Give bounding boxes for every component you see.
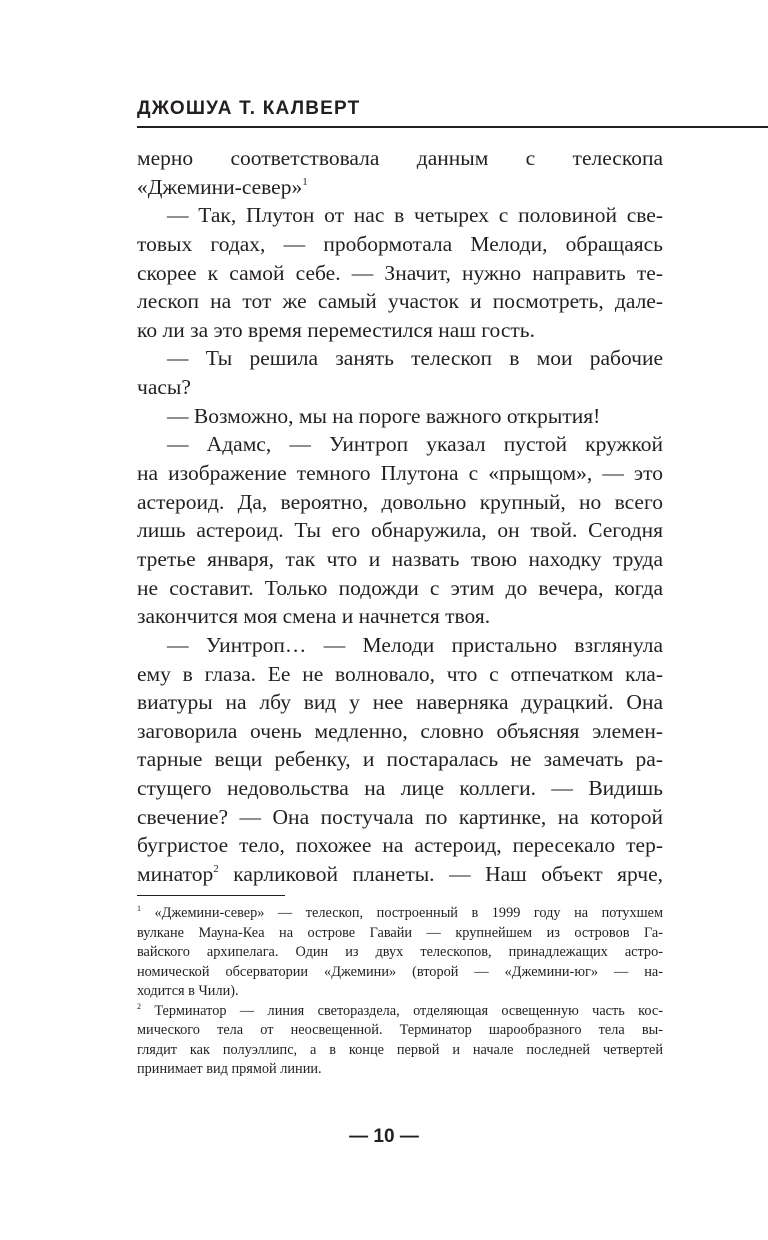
body-line-text: лишь астероид. Ты его обнаружила, он твой. Сегодня (137, 518, 663, 543)
footnote-line (137, 1021, 663, 1041)
body-line (137, 602, 663, 631)
footnote-ref: 1 (302, 175, 308, 188)
body-line-text: свечение? — Она постучала по картинке, на которой (137, 804, 663, 829)
body-line (137, 860, 663, 889)
body-line-text: тарные вещи ребенку, и постаралась не замечать ра- (137, 747, 663, 772)
body-line-text: часы? (137, 375, 191, 400)
body-line (137, 459, 663, 488)
body-line-text: на изображение темного Плутона с «прыщом», — это (137, 461, 663, 486)
footnote-line-text: Терминатор — линия светораздела, отделяющая освещенную часть кос- (141, 1002, 663, 1019)
footnote-line (137, 963, 663, 983)
footnote-line-text: принимает вид прямой линии. (137, 1061, 322, 1077)
body-line (137, 488, 663, 517)
body-line (137, 574, 663, 603)
body-line-text: не составит. Только подожди с этим до вечера, когда (137, 575, 663, 600)
footnote-line (137, 1041, 663, 1061)
footnotes (137, 904, 663, 1080)
body-line-text: — Уинтроп… — Мелоди пристально взглянула (167, 632, 663, 657)
body-line (137, 402, 663, 431)
footnote-line-text: глядит как полуэллипс, а в конце первой и начале последней четвертей (137, 1041, 663, 1058)
footnote-line-text: номической обсерватории «Джемини» (второй — «Джемини-юг» — на- (137, 963, 663, 980)
body-line (137, 144, 663, 173)
body-line (137, 516, 663, 545)
body-line (137, 201, 663, 230)
body-line (137, 545, 663, 574)
footnote-line-text: ходится в Чили). (137, 983, 239, 999)
footnote-number: 1 (137, 904, 141, 913)
body-line-text: мерно соответствовала данным с телескопа (137, 146, 663, 170)
body-line-text: товых годах, — пробормотала Мелоди, обращаясь (137, 231, 663, 256)
body-line (137, 688, 663, 717)
body-line (137, 774, 663, 803)
body-line (137, 259, 663, 288)
running-head: ДЖОШУА Т. КАЛВЕРТ (137, 98, 361, 119)
body-line-text: — Адамс, — Уинтроп указал пустой кружкой (167, 432, 663, 457)
body-line (137, 373, 663, 402)
body-line (137, 287, 663, 316)
footnote-ref: 2 (213, 863, 219, 876)
body-text (137, 144, 663, 889)
body-line (137, 173, 663, 202)
footnote-line (137, 982, 663, 1002)
body-line (137, 831, 663, 860)
footnote-number: 2 (137, 1001, 141, 1011)
body-line-text: закончится моя смена и начнется твоя. (137, 604, 491, 629)
body-line (137, 660, 663, 689)
footnote-line (137, 924, 663, 944)
body-line (137, 316, 663, 345)
body-line (137, 344, 663, 373)
body-line-text: ко ли за это время переместился наш гость. (137, 317, 535, 342)
footnote-line-text: мического тела от неосвещенной. Терминатор шарообразного тела вы- (137, 1022, 663, 1038)
body-line-text: третье января, так что и назвать твою находку труда (137, 546, 663, 571)
body-line-text: ему в глаза. Ее не волновало, что с отпечатком кла- (137, 661, 663, 686)
footnote-line-text: «Джемини-север» — телескоп, построенный в 1999 году на потухшем (141, 905, 663, 921)
body-line-text: стущего недовольства на лице коллеги. — Видишь (137, 776, 663, 801)
body-line (137, 803, 663, 832)
footnote-line (137, 1002, 663, 1022)
body-line-text: минатор (137, 862, 214, 887)
footnote-line (137, 1060, 663, 1080)
footnote-line (137, 904, 663, 924)
body-line (137, 717, 663, 746)
footnote-line (137, 943, 663, 963)
page-number: — 10 — (349, 1126, 419, 1147)
body-line-text: астероид. Да, вероятно, довольно крупный, но всего (137, 489, 663, 514)
header-rule (137, 126, 768, 128)
body-line-text: виатуры на лбу вид у нее наверняка дурацкий. Она (137, 690, 663, 715)
footnote-line-text: вайского архипелага. Один из двух телескопов, принадлежащих астро- (137, 944, 663, 960)
body-line (137, 230, 663, 259)
body-line (137, 745, 663, 774)
body-line-text-after: карликовой планеты. — Наш объект ярче, (218, 862, 663, 887)
body-line-text: лескоп на тот же самый участок и посмотреть, дале- (137, 289, 663, 314)
body-line-text: заговорила очень медленно, словно объясняя элемен- (137, 718, 663, 743)
body-line-text: «Джемини-север» (137, 174, 303, 199)
footnote-line-text: вулкане Мауна-Кеа на острове Гавайи — крупнейшем из островов Га- (137, 924, 663, 941)
footnote-rule (137, 895, 285, 896)
body-line-text: бугристое тело, похожее на астероид, пересекало тер- (137, 833, 663, 858)
body-line-text: — Возможно, мы на пороге важного открытия! (167, 403, 601, 428)
body-line-text: — Так, Плутон от нас в четырех с половиной све- (167, 203, 663, 228)
body-line (137, 631, 663, 660)
body-line-text: скорее к самой себе. — Значит, нужно направить те- (137, 260, 663, 285)
body-line-text: — Ты решила занять телескоп в мои рабочие (167, 346, 663, 371)
body-line (137, 430, 663, 459)
